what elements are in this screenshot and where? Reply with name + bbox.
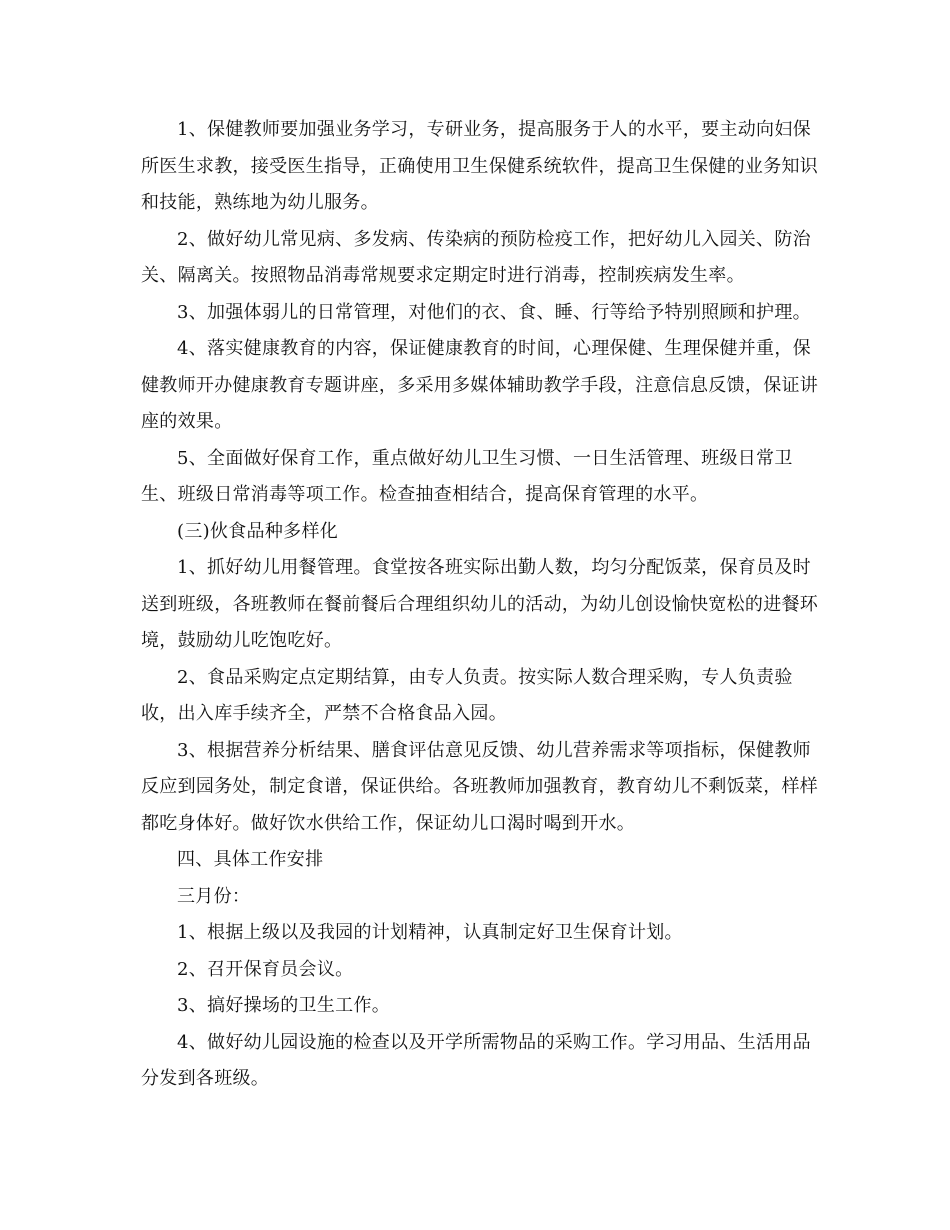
document-body — [141, 112, 821, 1098]
list-item-make-plan: 1、根据上级以及我园的计划精神，认真制定好卫生保育计划。 — [177, 922, 683, 943]
list-item-playground-cleaning: 3、搞好操场的卫生工作。 — [177, 995, 391, 1016]
paragraph-food-purchasing: 2、食品采购定点定期结算，由专人负责。按实际人数合理采购，专人负责验收，出入库手续齐全，严禁不合格食品入园。 — [141, 666, 793, 724]
section-heading-food-variety: (三)伙食品种多样化 — [177, 520, 339, 542]
list-item-facility-inspection: 4、做好幼儿园设施的检查以及开学所需物品的采购工作。学习用品、生活用品分发到各班级。 — [141, 1031, 811, 1089]
paragraph-health-education: 4、落实健康教育的内容，保证健康教育的时间，心理保健、生理保健并重，保健教师开办健康教育专题讲座，多采用多媒体辅助教学手段，注意信息反馈，保证讲座的效果。 — [141, 338, 819, 432]
subheading-march: 三月份： — [177, 885, 251, 907]
paragraph-weak-children-care: 3、加强体弱儿的日常管理，对他们的衣、食、睡、行等给予特别照顾和护理。 — [177, 301, 811, 323]
paragraph-childcare-work: 5、全面做好保育工作，重点做好幼儿卫生习惯、一日生活管理、班级日常卫生、班级日常消毒等项工作。检查抽查相结合，提高保育管理的水平。 — [141, 447, 793, 505]
section-heading-work-schedule: 四、具体工作安排 — [177, 849, 324, 870]
paragraph-nutrition-menu: 3、根据营养分析结果、膳食评估意见反馈、幼儿营养需求等项指标，保健教师反应到园务处，制定食谱，保证供给。各班教师加强教育，教育幼儿不剩饭菜，样样都吃身体好。做好饮水供给工作，保证幼儿口渴时喝到开水。 — [141, 739, 819, 834]
paragraph-health-teacher-study: 1、保健教师要加强业务学习，专研业务，提高服务于人的水平，要主动向妇保所医生求教，接受医生指导，正确使用卫生保健系统软件，提高卫生保健的业务知识和技能，熟练地为幼儿服务。 — [141, 119, 819, 213]
paragraph-meal-management: 1、抓好幼儿用餐管理。食堂按各班实际出勤人数，均匀分配饭菜，保育员及时送到班级，各班教师在餐前餐后合理组织幼儿的活动，为幼儿创设愉快宽松的进餐环境，鼓励幼儿吃饱吃好。 — [141, 557, 819, 651]
list-item-staff-meeting: 2、召开保育员会议。 — [177, 958, 354, 980]
paragraph-disease-prevention: 2、做好幼儿常见病、多发病、传染病的预防检疫工作，把好幼儿入园关、防治关、隔离关。按照物品消毒常规要求定期定时进行消毒，控制疾病发生率。 — [141, 228, 811, 286]
